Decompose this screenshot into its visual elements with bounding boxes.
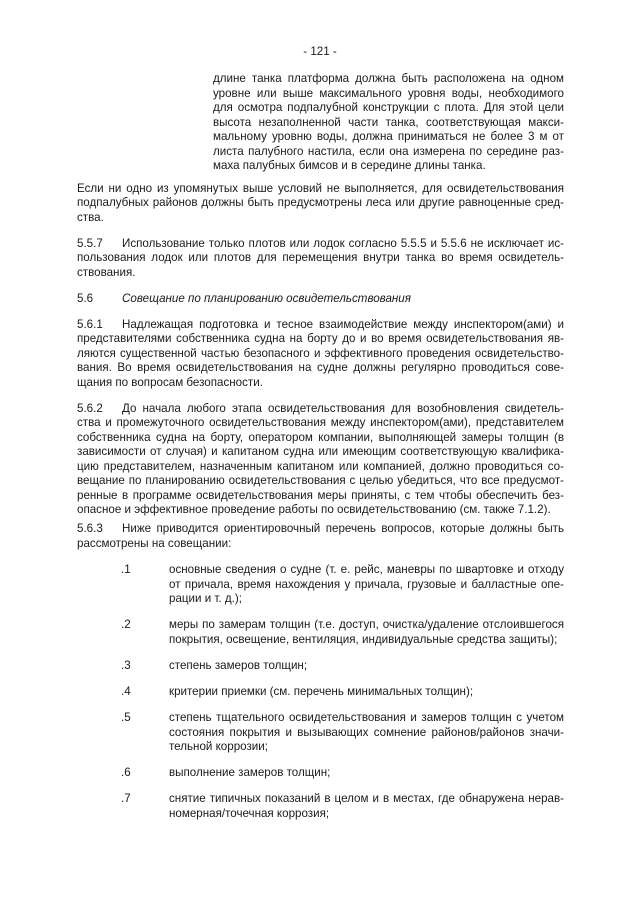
text-line: пользования лодок или плотов для перемещения внутри танка во время освидетель- [77, 251, 564, 264]
text-line: вещание по планированию освидетельствования с целью убедиться, что все предусмот- [77, 474, 564, 487]
text-line: Ниже приводится ориентировочный перечень вопросов, которые должны быть [122, 522, 564, 535]
text-line: покрытия, освещение, вентиляция, индивидуальные средства защиты); [169, 633, 558, 646]
text-line: рации и т. д.); [169, 592, 242, 605]
text-line: выполнение замеров толщин; [169, 766, 331, 779]
text-line: уровне или выше максимального уровня воды, необходимого [213, 87, 564, 100]
text-line: тельной коррозии; [169, 740, 268, 753]
text-line: основные сведения о судне (т. е. рейс, маневры по швартовке и отходу [169, 563, 564, 576]
text-line: цию представителем, назначенным капитаном или компанией, должно проводиться со- [77, 460, 564, 473]
list-item-number: .3 [121, 659, 131, 672]
text-line: До начала любого этапа освидетельствования для возобновления свидетель- [122, 402, 564, 415]
text-line: Если ни одно из упомянутых выше условий не выполняется, для освидетельствования [77, 182, 564, 195]
section-number: 5.6.3 [77, 522, 103, 535]
text-line: состояния покрытия и вызывающих сомнение районов/районов значи- [169, 726, 564, 739]
text-line: мальному уровню воды, должна приниматься не более 3 м от [213, 130, 564, 143]
text-line: высота незаполненной части танка, соответствующая макси- [213, 116, 564, 129]
text-line: собственника судна на борту, оператором компании, выполняющей замеры толщин (в [77, 431, 564, 444]
text-line: ляются существенной частью безопасного и эффективного проведения освидетельство- [77, 347, 564, 360]
list-item-number: .5 [121, 711, 131, 724]
text-line: подпалубных районов должны быть предусмотрены леса или другие равноценные сред- [77, 196, 564, 209]
text-line: от причала, время нахождения у причала, грузовые и балластные опе- [169, 578, 564, 591]
section-number: 5.6 [77, 292, 94, 305]
text-line: опасное и эффективное проведение работы по освидетельствованию (см. также 7.1.2). [77, 503, 551, 516]
section-number: 5.6.1 [77, 318, 103, 331]
list-item-number: .2 [121, 618, 131, 631]
text-line: зависимости от случая) и капитаном судна или имеющим соответствующую квалифика- [77, 445, 564, 458]
text-line: вания. Во время освидетельствования на судне должны регулярно проводиться сове- [77, 361, 564, 374]
text-line: ренные в программе освидетельствования меры приняты, с тем чтобы обеспечить без- [77, 489, 564, 502]
section-number: 5.6.2 [77, 402, 103, 415]
text-line: критерии приемки (см. перечень минимальных толщин); [169, 685, 474, 698]
text-line: ства и промежуточного освидетельствования между инспектором(ами), представителем [77, 416, 564, 429]
text-line: номерная/точечная коррозия; [169, 807, 330, 820]
text-line: меры по замерам толщин (т.е. доступ, очистка/удаление отслоившегося [169, 618, 564, 631]
text-line: для осмотра подпалубной конструкции с плота. Для этой цели [213, 101, 564, 114]
section-number: 5.5.7 [77, 237, 103, 250]
list-item-number: .7 [121, 792, 131, 805]
text-line: Использование только плотов или лодок согласно 5.5.5 и 5.5.6 не исключает ис- [122, 237, 564, 250]
section-title: Совещание по планированию освидетельствования [122, 292, 411, 305]
text-line: маха палубных бимсов и в середине длины танка. [213, 159, 486, 172]
text-line: ствования. [77, 266, 136, 279]
list-item-number: .1 [121, 563, 131, 576]
list-item-number: .4 [121, 685, 131, 698]
text-line: листа палубного настила, если она измерена по середине раз- [213, 145, 564, 158]
list-item-number: .6 [121, 766, 131, 779]
text-line: степень замеров толщин; [169, 659, 308, 672]
text-line: представителями собственника судна на борту до и во время освидетельствования яв- [77, 332, 564, 345]
text-line: снятие типичных показаний в целом и в местах, где обнаружена нерав- [169, 792, 564, 805]
text-line: щания по вопросам безопасности. [77, 376, 263, 389]
text-line: рассмотрены на совещании: [77, 537, 232, 550]
text-line: длине танка платформа должна быть расположена на одном [213, 72, 564, 85]
text-line: Надлежащая подготовка и тесное взаимодействие между инспектором(ами) и [122, 318, 564, 331]
page-number: - 121 - [303, 45, 337, 58]
text-line: степень тщательного освидетельствования и замеров толщин с учетом [169, 711, 564, 724]
text-line: ства. [77, 211, 104, 224]
